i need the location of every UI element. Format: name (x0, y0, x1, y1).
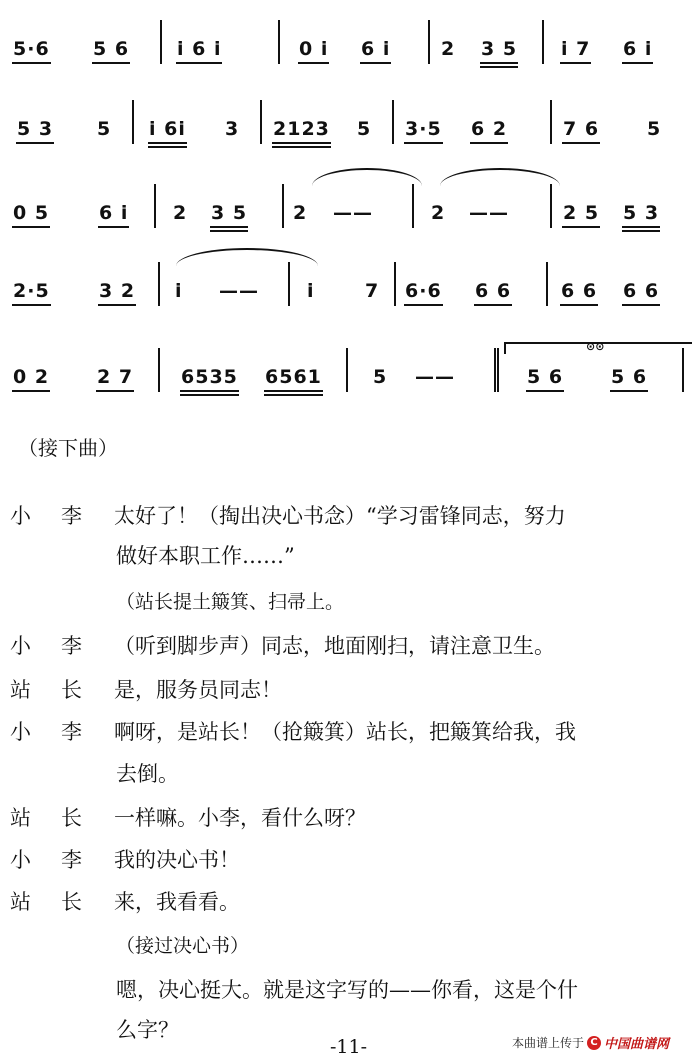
note-group: 3·5 (404, 110, 443, 140)
note-group: 2 (293, 202, 308, 224)
speech-continuation: 做好本职工作……” (116, 544, 295, 568)
barline (132, 100, 134, 144)
barline (288, 262, 290, 306)
note-group: i 6 i (176, 30, 222, 60)
barline (160, 20, 162, 64)
score-row-3 (10, 176, 685, 236)
note-group: 2 (441, 38, 456, 60)
barline (546, 262, 548, 306)
score-row-4 (10, 254, 685, 314)
note-group: 7 (365, 280, 380, 302)
note-group: 5 (97, 118, 112, 140)
barline (282, 184, 284, 228)
note-group: 3 5 (210, 194, 248, 224)
note-group: 5 3 (16, 110, 54, 140)
speech-text: 我的决心书！ (114, 848, 240, 872)
note-group: 2·5 (12, 272, 51, 302)
slur (176, 248, 318, 266)
barline (392, 100, 394, 144)
note-group: 5 6 (92, 30, 130, 60)
site-name: 中国曲谱网 (604, 1037, 670, 1052)
note-group: 0 5 (12, 194, 50, 224)
note-group: 5 6 (526, 358, 564, 388)
note-group: 6 6 (622, 272, 660, 302)
barline (428, 20, 430, 64)
barline (278, 20, 280, 64)
note-group: 7 6 (562, 110, 600, 140)
note-group: i 7 (560, 30, 591, 60)
note-group: 6·6 (404, 272, 443, 302)
note-group: 6 6 (474, 272, 512, 302)
note-group: 0 2 (12, 358, 50, 388)
page-number: -11- (330, 1036, 368, 1058)
score-row-2 (10, 92, 685, 152)
note-group: 2 (431, 202, 446, 224)
note-group: 6 i (622, 30, 653, 60)
note-group: —— (469, 202, 509, 224)
barline (550, 100, 552, 144)
note-group: —— (415, 366, 455, 388)
stage-direction: （接过决心书） (116, 935, 250, 957)
speech-text: 一样嘛。小李，看什么呀？ (114, 806, 366, 830)
note-group: i (307, 280, 315, 302)
note-group: i 6i (148, 110, 187, 140)
note-group: 3 5 (480, 30, 518, 60)
barline (158, 348, 160, 392)
score-row-1 (10, 12, 685, 72)
upload-watermark (512, 1033, 669, 1052)
speaker-label: 小李 (10, 848, 112, 872)
note-group: 3 2 (98, 272, 136, 302)
score-row-5 (10, 340, 685, 400)
note-group: 2 (173, 202, 188, 224)
note-group: 2 5 (562, 194, 600, 224)
note-group: —— (219, 280, 259, 302)
barline (260, 100, 262, 144)
upload-note: 本曲谱上传于 (512, 1036, 585, 1050)
speech-text: 来，我看看。 (114, 890, 240, 914)
speech-text: （听到脚步声）同志，地面刚扫，请注意卫生。 (114, 634, 555, 658)
continue-note: （接下曲） (18, 436, 118, 460)
note-group: 6 6 (560, 272, 598, 302)
note-group: 2 7 (96, 358, 134, 388)
slur (440, 168, 560, 186)
note-group: 5 (647, 118, 662, 140)
note-group: 6 2 (470, 110, 508, 140)
barline (346, 348, 348, 392)
barline (394, 262, 396, 306)
speech-text: 是，服务员同志！ (114, 678, 282, 702)
barline (682, 348, 684, 392)
note-group: 6561 (264, 358, 323, 388)
note-group: —— (333, 202, 373, 224)
barline (550, 184, 552, 228)
site-logo-icon: C (587, 1036, 601, 1050)
note-group: 6 i (98, 194, 129, 224)
speaker-label: 站长 (10, 678, 112, 702)
slur (312, 168, 422, 186)
note-group: i (175, 280, 183, 302)
note-group: 6 i (360, 30, 391, 60)
speech-text: 啊呀，是站长！（抢簸箕）站长，把簸箕给我，我 (114, 720, 576, 744)
note-group: 6535 (180, 358, 239, 388)
repeat-mark: ⊙⊙ (586, 340, 605, 353)
note-group: 2123 (272, 110, 331, 140)
speech-continuation: 去倒。 (116, 762, 179, 786)
note-group: 0 i (298, 30, 329, 60)
speaker-label: 站长 (10, 890, 112, 914)
speech-continuation: 么字？ (116, 1018, 179, 1042)
speaker-label: 小李 (10, 634, 112, 658)
speech-continuation: 嗯，决心挺大。就是这字写的——你看，这是个什 (116, 978, 578, 1002)
barline (158, 262, 160, 306)
barline (542, 20, 544, 64)
note-group: 5 (373, 366, 388, 388)
double-barline (494, 348, 499, 392)
note-group: 3 (225, 118, 240, 140)
note-group: 5 (357, 118, 372, 140)
note-group: 5·6 (12, 30, 51, 60)
speaker-label: 小李 (10, 720, 112, 744)
barline (154, 184, 156, 228)
speech-text: 太好了！（掏出决心书念）“学习雷锋同志，努力 (114, 504, 566, 528)
note-group: 5 3 (622, 194, 660, 224)
stage-direction: （站长提土簸箕、扫帚上。 (116, 591, 345, 613)
speaker-label: 站长 (10, 806, 112, 830)
note-group: 5 6 (610, 358, 648, 388)
barline (412, 184, 414, 228)
speaker-label: 小李 (10, 504, 112, 528)
